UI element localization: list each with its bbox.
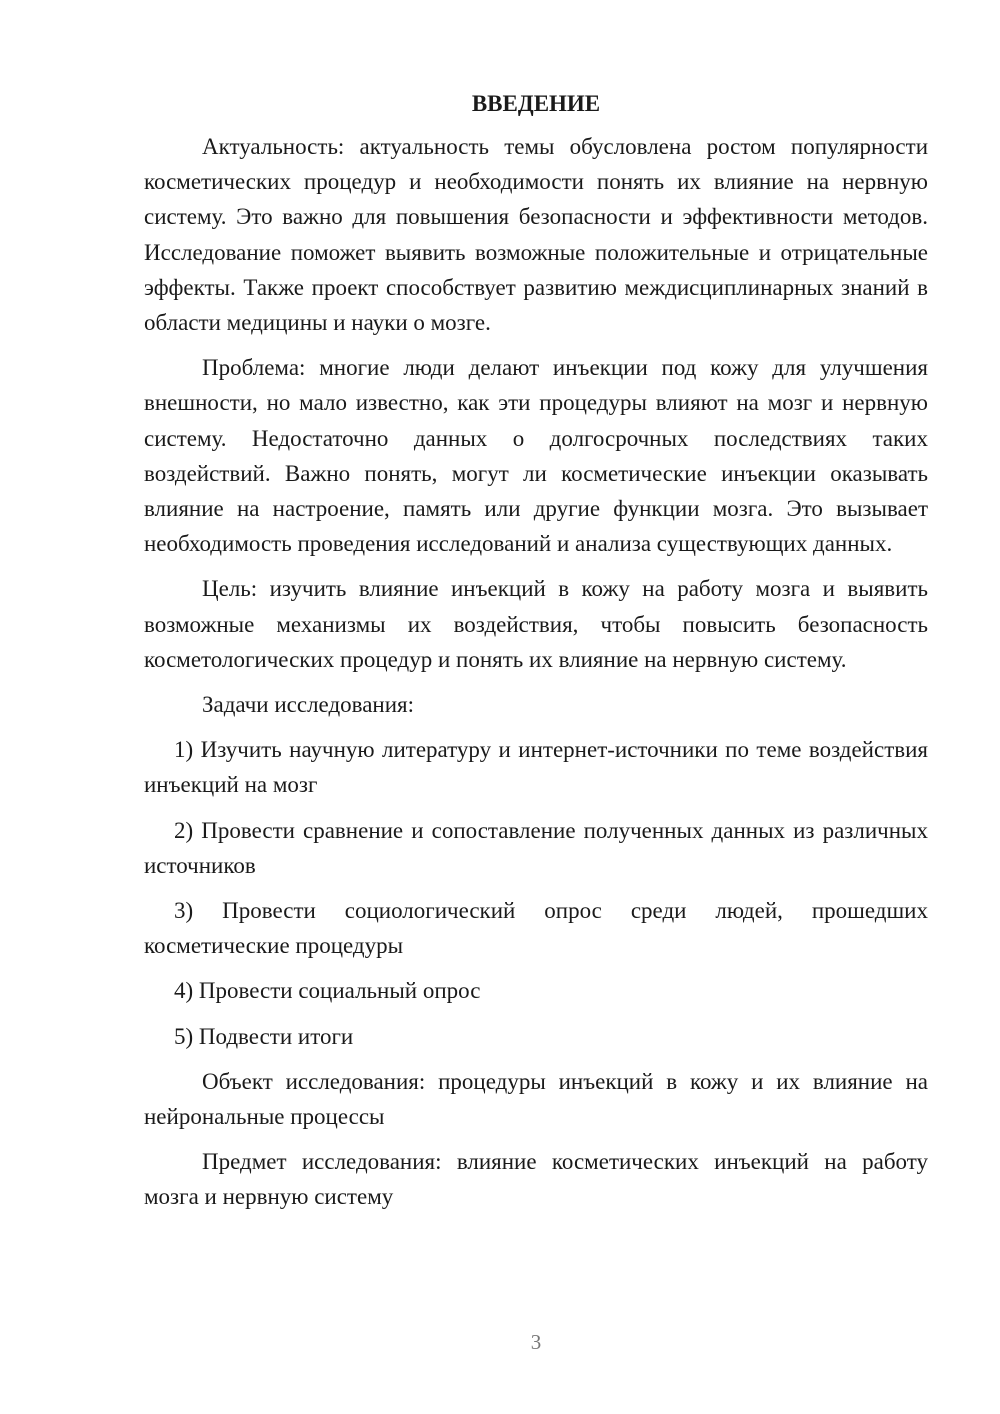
task-item-4: 4) Провести социальный опрос [174, 978, 481, 1004]
object-paragraph: Объект исследования: процедуры инъекций в кожу и их влияние на нейрональные процессы [144, 1068, 928, 1130]
subject-paragraph: Предмет исследования: влияние косметических инъекций на работу мозга и нервную систему [144, 1149, 928, 1210]
section-heading: ВВЕДЕНИЕ [471, 91, 601, 116]
task-item-3: 3) Провести социологический опрос среди людей, прошедших косметические процедуры [144, 898, 928, 959]
goal-paragraph: Цель: изучить влияние инъекций в кожу на работу мозга и выявить возможные механизмы их воздействия, чтобы повысить безопасность косметологических процедур и понять их влияние на нервную систему. [144, 576, 928, 672]
problem-paragraph: Проблема: многие люди делают инъекции под кожу для улучшения внешности, но мало известно, как эти процедуры влияют на мозг и нервную систему. Недостаточно данных о долгосрочных последствиях таких воздействий. Важно понять, могут ли косметические инъекции оказывать влияние на настроение, память или другие функции мозга. Это вызывает необходимость проведения исследований и анализа существующих данных. [144, 355, 928, 557]
task-item-1: 1) Изучить научную литературу и интернет-источники по теме воздействия инъекций на мозг [144, 737, 928, 798]
page-content [144, 88, 928, 1225]
tasks-intro: Задачи исследования: [202, 692, 415, 718]
relevance-paragraph: Актуальность: актуальность темы обусловлена ростом популярности косметических процедур и необходимости понять их влияние на нервную систему. Это важно для повышения безопасности и эффективности методов. Исследование поможет выявить возможные положительные и отрицательные эффекты. Также проект способствует развитию междисциплинарных знаний в области медицины и науки о мозге. [144, 134, 928, 336]
task-item-2: 2) Провести сравнение и сопоставление полученных данных из различных источников [144, 817, 928, 878]
page-number: 3 [530, 1330, 542, 1354]
task-item-5: 5) Подвести итоги [174, 1023, 354, 1049]
